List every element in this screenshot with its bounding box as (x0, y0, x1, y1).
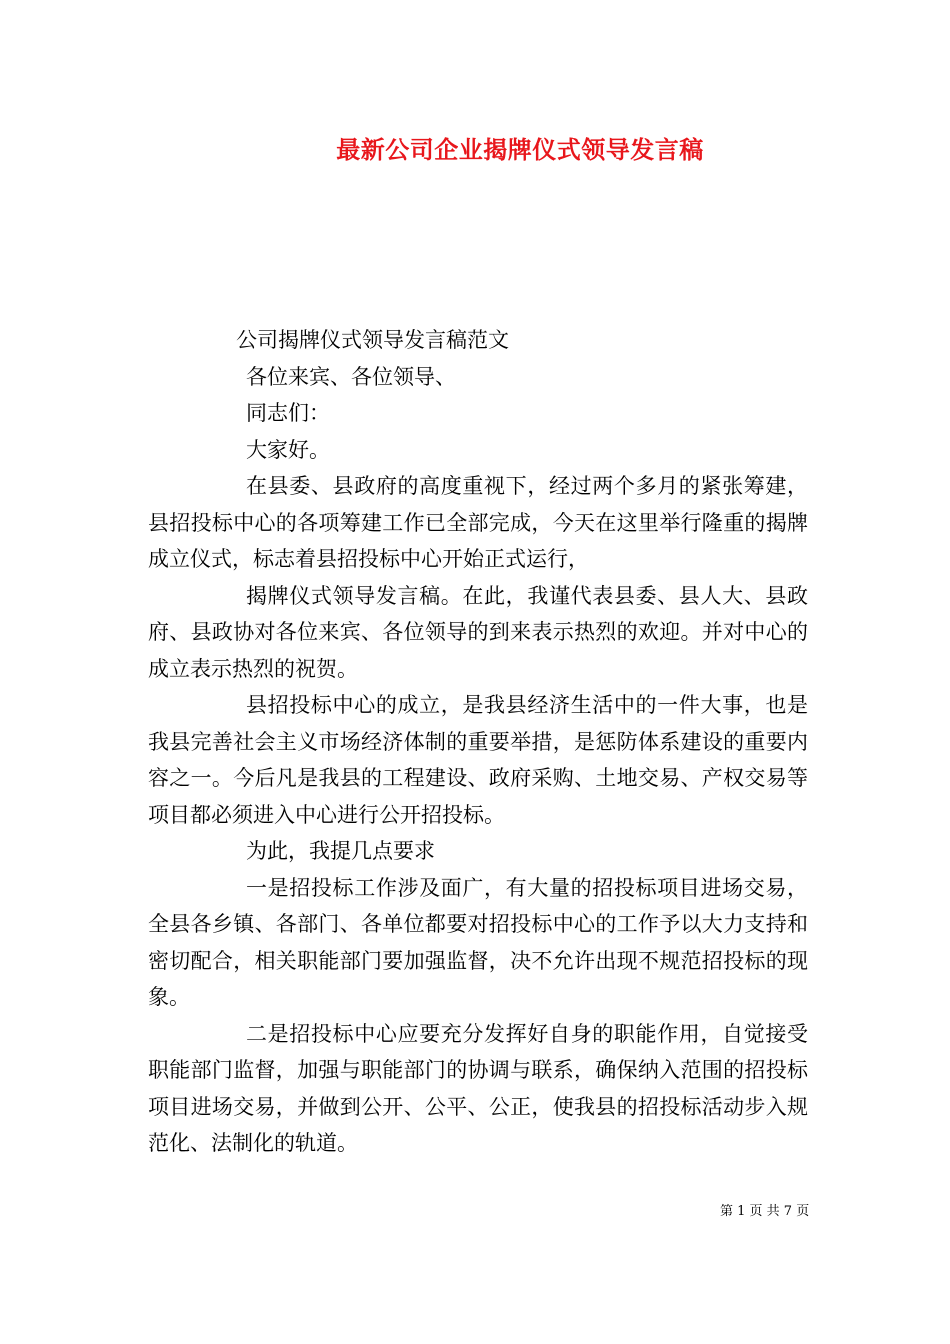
document-subtitle: 公司揭牌仪式领导发言稿范文 (236, 328, 509, 352)
paragraph: 二是招投标中心应要充分发挥好自身的职能作用，自觉接受职能部门监督，加强与职能部门的协调与联系，确保纳入范围的招投标项目进场交易，并做到公开、公平、公正，使我县的招投标活动步入规范化、法制化的轨道。 (148, 1021, 808, 1155)
paragraph: 为此，我提几点要求 (246, 839, 435, 863)
page-number-footer: 第 1 页 共 7 页 (720, 1204, 810, 1219)
greeting-line: 各位来宾、各位领导、 (246, 364, 456, 389)
paragraph: 县招投标中心的成立，是我县经济生活中的一件大事，也是我县完善社会主义市场经济体制的重要举措，是惩防体系建设的重要内容之一。今后凡是我县的工程建设、政府采购、土地交易、产权交易等项目都必须进入中心进行公开招投标。 (148, 693, 808, 827)
paragraph: 在县委、县政府的高度重视下，经过两个多月的紧张筹建，县招投标中心的各项筹建工作已全部完成，今天在这里举行隆重的揭牌成立仪式，标志着县招投标中心开始正式运行， (148, 474, 808, 571)
paragraph: 揭牌仪式领导发言稿。在此，我谨代表县委、县人大、县政府、县政协对各位来宾、各位领导的到来表示热烈的欢迎。并对中心的成立表示热烈的祝贺。 (148, 583, 808, 681)
greeting-line: 同志们： (246, 401, 330, 425)
paragraph: 一是招投标工作涉及面广，有大量的招投标项目进场交易，全县各乡镇、各部门、各单位都要对招投标中心的工作予以大力支持和密切配合，相关职能部门要加强监督，决不允许出现不规范招投标的现象。 (148, 875, 808, 1009)
document-title: 最新公司企业揭牌仪式领导发言稿 (336, 135, 704, 164)
greeting-line: 大家好。 (246, 437, 330, 462)
document-body (148, 322, 808, 1162)
